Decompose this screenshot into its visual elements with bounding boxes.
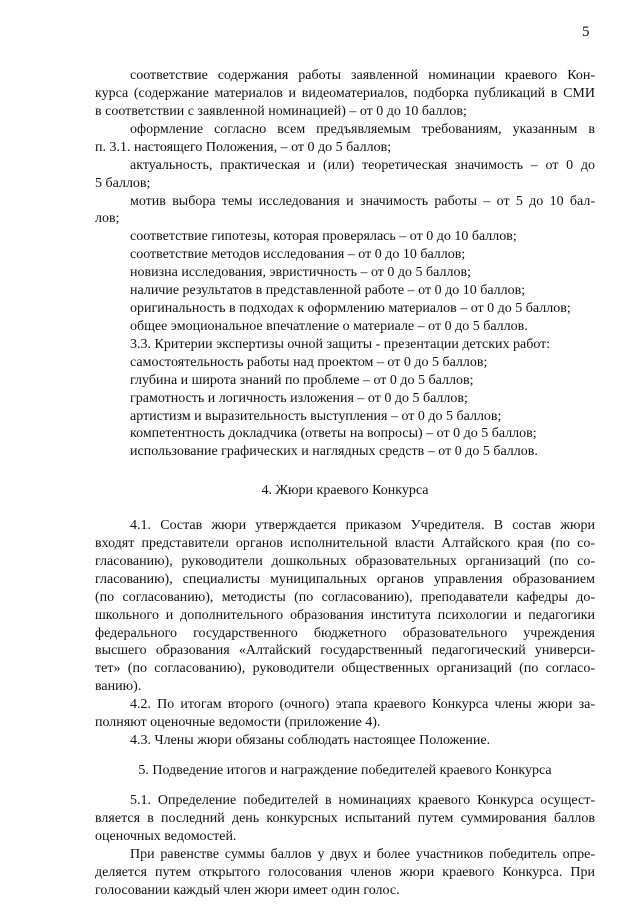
criteria-line: соответствие гипотезы, которая проверялась – от 0 до 10 баллов; [130, 229, 517, 245]
defense-criterion: самостоятельность работы над проектом – от 0 до 5 баллов; [130, 354, 488, 370]
tie-break-line: голосовании каждый член жюри имеет один голос. [95, 883, 400, 898]
criteria-line: мотив выбора темы исследования и значимость работы – от 5 до 10 бал- [130, 193, 595, 209]
section-4-heading: 4. Жюри краевого Конкурса [261, 483, 429, 498]
paragraph-4-1-line: гласованию), специалисты муниципальных органов управления образованием [95, 571, 595, 587]
criteria-line: в соответствии с заявленной номинацией) – от 0 до 10 баллов; [95, 103, 467, 119]
criteria-line: актуальность, практическая и (или) теоретическая значимость – от 0 до [130, 157, 595, 173]
paragraph-4-1-line: 4.1. Состав жюри утверждается приказом Учредителя. В состав жюри [130, 517, 595, 533]
paragraph-5-1-line: оценочных ведомостей. [95, 829, 237, 845]
defense-criterion: глубина и широта знаний по проблеме – от 0 до 5 баллов; [130, 372, 474, 388]
section-5-heading: 5. Подведение итогов и награждение победителей краевого Конкурса [138, 763, 552, 779]
criteria-line: оформление согласно всем предъявляемым требованиям, указанным в [130, 121, 595, 137]
defense-criterion: компетентность докладчика (ответы на вопросы) – от 0 до 5 баллов; [130, 426, 537, 442]
criteria-line: соответствие методов исследования – от 0 до 10 баллов; [130, 247, 466, 263]
criteria-line: п. 3.1. настоящего Положения, – от 0 до 5 баллов; [95, 139, 392, 155]
paragraph-5-1-line: 5.1. Определение победителей в номинациях краевого Конкурса осущест- [130, 793, 595, 809]
paragraph-4-1-line: ванию). [95, 679, 142, 695]
defense-criterion: использование графических и наглядных средств – от 0 до 5 баллов. [130, 444, 538, 460]
criteria-line: наличие результатов в представленной работе – от 0 до 10 баллов; [130, 283, 526, 299]
page-number: 5 [582, 24, 590, 40]
defense-criterion: артистизм и выразительность выступления – от 0 до 5 баллов; [130, 408, 502, 424]
paragraph-4-1-line: тет» (по согласованию), руководители общественных организаций (по согласо- [95, 661, 595, 677]
paragraph-4-3: 4.3. Члены жюри обязаны соблюдать настоящее Положение. [130, 733, 491, 748]
criteria-line: новизна исследования, эвристичность – от 0 до 5 баллов; [130, 265, 471, 281]
criteria-line: 5 баллов; [95, 175, 151, 191]
criteria-line: соответствие содержания работы заявленной номинации краевого Кон- [130, 68, 595, 83]
paragraph-5-1-line: вляется в последний день конкурсных испытаний путем суммирования баллов [95, 811, 595, 827]
defense-criterion: грамотность и логичность изложения – от 0 до 5 баллов; [130, 390, 468, 406]
criteria-line: общее эмоциональное впечатление о материале – от 0 до 5 баллов. [130, 318, 528, 334]
tie-break-line: При равенстве суммы баллов у двух и более участников победитель опре- [130, 847, 595, 863]
tie-break-line: деляется путем открытого голосования членов жюри краевого Конкурса. При [95, 865, 595, 881]
paragraph-4-1-line: школьного и дополнительного образования института психологии и педагогики [95, 607, 595, 623]
section-3-3-title: 3.3. Критерии экспертизы очной защиты - презентации детских работ: [130, 336, 551, 352]
paragraph-4-2-line: 4.2. По итогам второго (очного) этапа краевого Конкурса члены жюри за- [130, 697, 595, 713]
paragraph-4-1-line: (по согласованию), методисты (по согласованию), преподаватели кафедры до- [95, 589, 595, 605]
criteria-line: курса (содержание материалов и видеоматериалов, подборка публикаций в СМИ [95, 85, 595, 101]
paragraph-4-1-line: гласованию), руководители дошкольных образовательных организаций (по со- [95, 553, 595, 569]
paragraph-4-1-line: входят представители органов исполнительной власти Алтайского края (по со- [95, 535, 595, 551]
paragraph-4-1-line: высшего образования «Алтайский государственный педагогический универси- [95, 643, 595, 659]
paragraph-4-2-line: полняют оценочные ведомости (приложение 4). [95, 715, 381, 731]
criteria-line: оригинальность в подходах к оформлению материалов – от 0 до 5 баллов; [130, 301, 571, 316]
criteria-line: лов; [95, 211, 120, 227]
paragraph-4-1-line: федерального государственного бюджетного образовательного учреждения [95, 625, 595, 641]
